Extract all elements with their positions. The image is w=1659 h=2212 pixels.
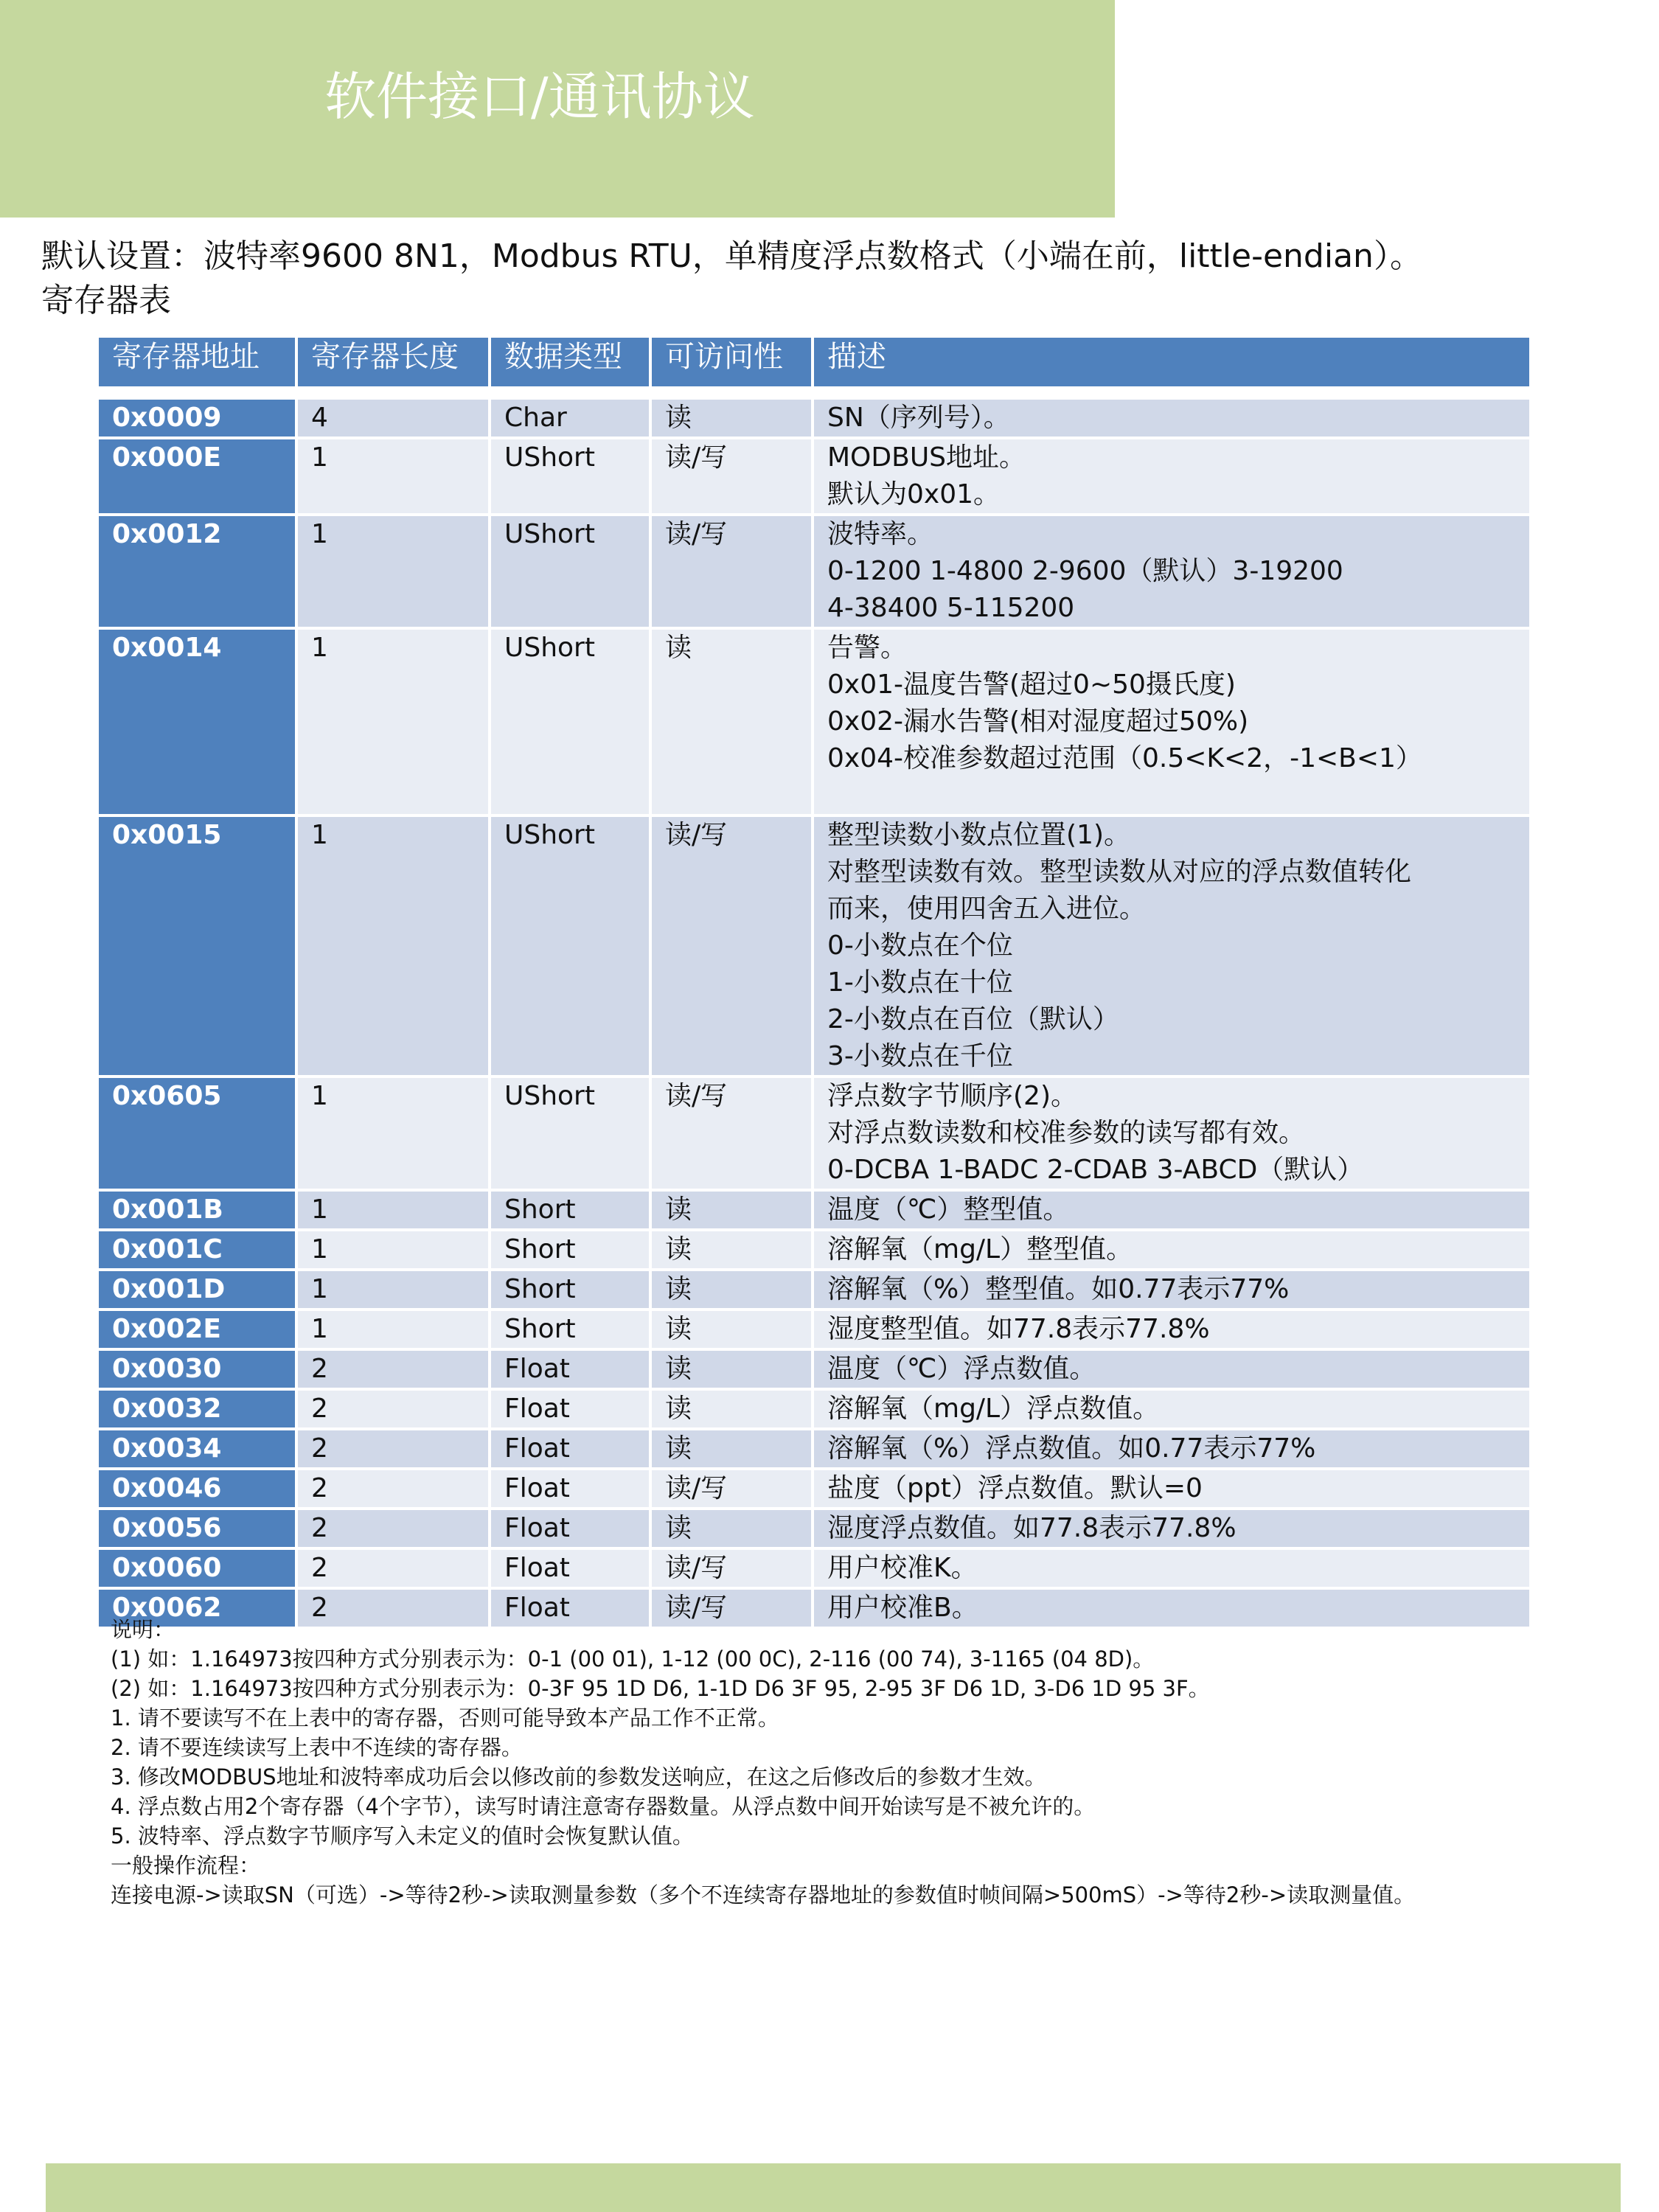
table-row bbox=[99, 1430, 1529, 1467]
table-row bbox=[99, 1550, 1529, 1587]
cell-access: 读 bbox=[652, 1311, 811, 1348]
cell-address: 0x001B bbox=[99, 1192, 295, 1228]
col-header-address: 寄存器地址 bbox=[99, 338, 295, 386]
notes-section bbox=[111, 1615, 1415, 1910]
cell-description bbox=[814, 1351, 1529, 1388]
table-row bbox=[99, 1311, 1529, 1348]
description-line: 对整型读数有效。整型读数从对应的浮点数值转化 bbox=[827, 857, 1412, 887]
table-row bbox=[99, 1391, 1529, 1427]
cell-type: UShort bbox=[491, 630, 649, 814]
cell-address: 0x0014 bbox=[99, 630, 295, 814]
cell-address: 0x0605 bbox=[99, 1078, 295, 1189]
col-header-access: 可访问性 bbox=[652, 338, 811, 386]
cell-length: 1 bbox=[298, 630, 488, 814]
cell-description bbox=[814, 1231, 1529, 1268]
table-row bbox=[99, 1231, 1529, 1268]
cell-type: UShort bbox=[491, 516, 649, 627]
note-line: 1. 请不要读写不在上表中的寄存器，否则可能导致本产品工作不正常。 bbox=[111, 1705, 779, 1731]
register-table bbox=[99, 338, 1535, 1627]
cell-description bbox=[814, 439, 1529, 513]
cell-description bbox=[814, 1271, 1529, 1308]
cell-access: 读/写 bbox=[652, 1470, 811, 1507]
cell-address: 0x0060 bbox=[99, 1550, 295, 1587]
description-line: 而来，使用四舍五入进位。 bbox=[827, 894, 1147, 924]
cell-access: 读/写 bbox=[652, 439, 811, 513]
cell-type: UShort bbox=[491, 1078, 649, 1189]
cell-length: 1 bbox=[298, 439, 488, 513]
cell-length: 2 bbox=[298, 1391, 488, 1427]
description-line: 用户校准K。 bbox=[827, 1553, 978, 1583]
description-line: 浮点数字节顺序(2)。 bbox=[827, 1081, 1077, 1111]
intro-text bbox=[41, 234, 1422, 323]
cell-type: Float bbox=[491, 1351, 649, 1388]
cell-description bbox=[814, 1311, 1529, 1348]
table-row bbox=[99, 400, 1529, 437]
description-line: 0x02-漏水告警(相对湿度超过50%) bbox=[827, 706, 1249, 737]
cell-access: 读 bbox=[652, 1430, 811, 1467]
cell-description bbox=[814, 400, 1529, 437]
description-line: 整型读数小数点位置(1)。 bbox=[827, 820, 1130, 850]
cell-access: 读/写 bbox=[652, 1078, 811, 1189]
footer-band bbox=[46, 2163, 1621, 2212]
cell-length: 1 bbox=[298, 1271, 488, 1308]
cell-address: 0x000E bbox=[99, 439, 295, 513]
cell-access: 读 bbox=[652, 1351, 811, 1388]
description-line: 4-38400 5-115200 bbox=[827, 593, 1075, 623]
table-row bbox=[99, 1351, 1529, 1388]
description-line: MODBUS地址。 bbox=[827, 442, 1026, 473]
cell-type: UShort bbox=[491, 817, 649, 1075]
cell-type: Short bbox=[491, 1271, 649, 1308]
cell-access: 读 bbox=[652, 1231, 811, 1268]
cell-description bbox=[814, 1550, 1529, 1587]
col-header-length: 寄存器长度 bbox=[298, 338, 488, 386]
cell-address: 0x001C bbox=[99, 1231, 295, 1268]
cell-access: 读 bbox=[652, 400, 811, 437]
description-line: 用户校准B。 bbox=[827, 1593, 978, 1623]
cell-type: Float bbox=[491, 1510, 649, 1547]
table-row bbox=[99, 516, 1529, 627]
cell-length: 1 bbox=[298, 1192, 488, 1228]
page-title: 软件接口/通讯协议 bbox=[324, 66, 755, 127]
default-settings-line: 默认设置：波特率9600 8N1，Modbus RTU，单精度浮点数格式（小端在前，little-endian）。 bbox=[41, 237, 1422, 275]
cell-description bbox=[814, 1470, 1529, 1507]
cell-address: 0x0062 bbox=[99, 1590, 295, 1627]
description-line: 3-小数点在千位 bbox=[827, 1041, 1013, 1071]
description-line: 波特率。 bbox=[827, 519, 934, 549]
cell-length: 2 bbox=[298, 1470, 488, 1507]
note-line: 连接电源->读取SN（可选）->等待2秒->读取测量参数（多个不连续寄存器地址的参数值时帧间隔>500mS）->等待2秒->读取测量值。 bbox=[111, 1882, 1416, 1907]
note-line: (1) 如：1.164973按四种方式分别表示为：0-1 (00 01), 1-12 (00 0C), 2-116 (00 74), 3-1165 (04 8D)。 bbox=[111, 1646, 1155, 1672]
cell-description bbox=[814, 1391, 1529, 1427]
header-band bbox=[0, 0, 1115, 218]
description-line: 溶解氧（%）浮点数值。如0.77表示77% bbox=[827, 1433, 1316, 1464]
register-table-caption: 寄存器表 bbox=[41, 282, 171, 319]
cell-type: Float bbox=[491, 1391, 649, 1427]
cell-description bbox=[814, 1430, 1529, 1467]
cell-access: 读 bbox=[652, 1192, 811, 1228]
table-spacer-row bbox=[99, 389, 1529, 397]
cell-length: 1 bbox=[298, 1231, 488, 1268]
cell-address: 0x0034 bbox=[99, 1430, 295, 1467]
table-row bbox=[99, 1078, 1529, 1189]
description-line: 温度（℃）整型值。 bbox=[827, 1194, 1070, 1225]
description-line bbox=[827, 777, 1516, 814]
description-line: 对浮点数读数和校准参数的读写都有效。 bbox=[827, 1118, 1306, 1148]
cell-access: 读/写 bbox=[652, 1590, 811, 1627]
cell-description bbox=[814, 630, 1529, 814]
table-spacer-cell bbox=[99, 389, 1529, 397]
cell-length: 1 bbox=[298, 1078, 488, 1189]
table-row bbox=[99, 1470, 1529, 1507]
description-line: 0-小数点在个位 bbox=[827, 931, 1013, 961]
table-row bbox=[99, 1192, 1529, 1228]
cell-length: 4 bbox=[298, 400, 488, 437]
cell-description bbox=[814, 516, 1529, 627]
table-row bbox=[99, 817, 1529, 1075]
cell-description bbox=[814, 1510, 1529, 1547]
note-line: 3. 修改MODBUS地址和波特率成功后会以修改前的参数发送响应，在这之后修改后的参数才生效。 bbox=[111, 1764, 1046, 1790]
table-row bbox=[99, 1510, 1529, 1547]
description-line: 0x01-温度告警(超过0~50摄氏度) bbox=[827, 669, 1236, 700]
cell-address: 0x001D bbox=[99, 1271, 295, 1308]
cell-address: 0x0009 bbox=[99, 400, 295, 437]
description-line: 湿度整型值。如77.8表示77.8% bbox=[827, 1314, 1210, 1344]
cell-address: 0x0012 bbox=[99, 516, 295, 627]
table-row bbox=[99, 1271, 1529, 1308]
cell-access: 读/写 bbox=[652, 1550, 811, 1587]
description-line: 2-小数点在百位（默认） bbox=[827, 1004, 1119, 1034]
description-line: 溶解氧（mg/L）整型值。 bbox=[827, 1234, 1133, 1265]
cell-access: 读/写 bbox=[652, 817, 811, 1075]
note-line: 说明： bbox=[111, 1617, 175, 1642]
cell-address: 0x0032 bbox=[99, 1391, 295, 1427]
cell-description bbox=[814, 817, 1529, 1075]
description-line: 1-小数点在十位 bbox=[827, 967, 1013, 998]
description-line: 温度（℃）浮点数值。 bbox=[827, 1354, 1096, 1384]
cell-type: Short bbox=[491, 1231, 649, 1268]
cell-address: 0x0046 bbox=[99, 1470, 295, 1507]
cell-address: 0x0030 bbox=[99, 1351, 295, 1388]
description-line: 默认为0x01。 bbox=[827, 479, 1001, 509]
col-header-description: 描述 bbox=[814, 338, 1529, 386]
table-row bbox=[99, 630, 1529, 814]
cell-type: Float bbox=[491, 1430, 649, 1467]
note-line: 5. 波特率、浮点数字节顺序写入未定义的值时会恢复默认值。 bbox=[111, 1823, 694, 1848]
cell-length: 2 bbox=[298, 1590, 488, 1627]
description-line: 盐度（ppt）浮点数值。默认=0 bbox=[827, 1473, 1203, 1503]
cell-length: 2 bbox=[298, 1550, 488, 1587]
cell-description bbox=[814, 1078, 1529, 1189]
cell-length: 2 bbox=[298, 1351, 488, 1388]
description-line: 湿度浮点数值。如77.8表示77.8% bbox=[827, 1513, 1237, 1543]
description-line: 溶解氧（%）整型值。如0.77表示77% bbox=[827, 1274, 1290, 1304]
description-line: 0-1200 1-4800 2-9600（默认）3-19200 bbox=[827, 556, 1343, 586]
cell-length: 1 bbox=[298, 516, 488, 627]
cell-access: 读 bbox=[652, 1391, 811, 1427]
table-header-row bbox=[99, 338, 1529, 386]
cell-description bbox=[814, 1192, 1529, 1228]
cell-type: Short bbox=[491, 1311, 649, 1348]
col-header-type: 数据类型 bbox=[491, 338, 649, 386]
cell-length: 1 bbox=[298, 817, 488, 1075]
description-line: 溶解氧（mg/L）浮点数值。 bbox=[827, 1394, 1160, 1424]
description-line: 告警。 bbox=[827, 633, 908, 663]
cell-type: Float bbox=[491, 1590, 649, 1627]
note-line: (2) 如：1.164973按四种方式分别表示为：0-3F 95 1D D6, 1-1D D6 3F 95, 2-95 3F D6 1D, 3-D6 1D 95 3F。 bbox=[111, 1676, 1210, 1701]
description-line: SN（序列号）。 bbox=[827, 403, 1010, 433]
note-line: 2. 请不要连续读写上表中不连续的寄存器。 bbox=[111, 1735, 523, 1760]
cell-type: Float bbox=[491, 1550, 649, 1587]
cell-type: Float bbox=[491, 1470, 649, 1507]
cell-address: 0x002E bbox=[99, 1311, 295, 1348]
cell-type: Char bbox=[491, 400, 649, 437]
cell-access: 读 bbox=[652, 1510, 811, 1547]
description-line: 0-DCBA 1-BADC 2-CDAB 3-ABCD（默认） bbox=[827, 1155, 1364, 1185]
description-line: 0x04-校准参数超过范围（0.5<K<2，-1<B<1） bbox=[827, 743, 1422, 773]
note-line: 一般操作流程： bbox=[111, 1853, 261, 1878]
cell-access: 读 bbox=[652, 630, 811, 814]
note-line: 4. 浮点数占用2个寄存器（4个字节），读写时请注意寄存器数量。从浮点数中间开始读写是不被允许的。 bbox=[111, 1794, 1096, 1819]
cell-type: Short bbox=[491, 1192, 649, 1228]
cell-length: 2 bbox=[298, 1510, 488, 1547]
cell-type: UShort bbox=[491, 439, 649, 513]
cell-access: 读 bbox=[652, 1271, 811, 1308]
cell-address: 0x0056 bbox=[99, 1510, 295, 1547]
cell-access: 读/写 bbox=[652, 516, 811, 627]
cell-address: 0x0015 bbox=[99, 817, 295, 1075]
cell-length: 2 bbox=[298, 1430, 488, 1467]
cell-length: 1 bbox=[298, 1311, 488, 1348]
table-row bbox=[99, 439, 1529, 513]
